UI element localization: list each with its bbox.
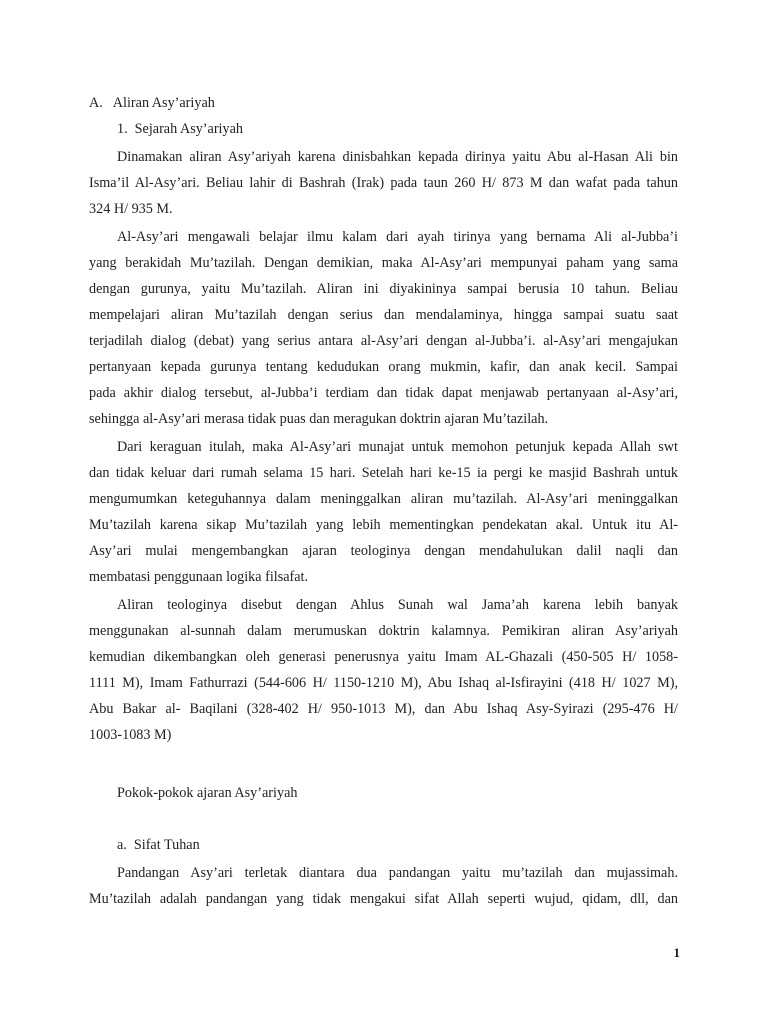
paragraph-line: sehingga al-Asy’ari merasa tidak puas dan meragukan doktrin ajaran Mu’tazilah.	[89, 411, 549, 427]
paragraph-line: 1111 M), Imam Fathurrazi (544-606 H/ 1150-1210 M), Abu Ishaq al-Isfirayini (418 H/ 1027 M),	[89, 675, 678, 691]
paragraph-line: Dinamakan aliran Asy’ariyah karena dinisbahkan kepada dirinya yaitu Abu al-Hasan Ali bin	[117, 149, 678, 165]
paragraph-line: Mu’tazilah adalah pandangan yang tidak mengakui sifat Allah seperti wujud, qidam, dll, dan	[89, 891, 678, 907]
paragraph-line: membatasi penggunaan logika filsafat.	[89, 569, 309, 585]
subheading-marker: a.	[117, 837, 127, 853]
subsection-marker: 1.	[117, 121, 128, 137]
paragraph-line: 1003-1083 M)	[89, 727, 172, 743]
paragraph-line: terjadilah dialog (debat) yang serius antara al-Asy’ari dengan al-Jubba’i. al-Asy’ari mengajukan	[89, 333, 678, 349]
paragraph-line: Pandangan Asy’ari terletak diantara dua pandangan yaitu mu’tazilah dan mujassimah.	[117, 865, 678, 881]
paragraph-line: Isma’il Al-Asy’ari. Beliau lahir di Bashrah (Irak) pada taun 260 H/ 873 M dan wafat pada tahun	[89, 175, 678, 191]
paragraph-line: dengan gurunya, yaitu Mu’tazilah. Aliran ini diyakininya sampai berusia 10 tahun. Beliau	[89, 281, 678, 297]
subheading-title: Sifat Tuhan	[133, 837, 200, 853]
paragraph-line: menggunakan al-sunnah dalam merumuskan doktrin kalamnya. Pemikiran aliran Asy’ariyah	[89, 623, 678, 639]
paragraph-line: pertanyaan kepada gurunya tentang kedudukan orang mukmin, kafir, dan anak kecil. Sampai	[89, 359, 678, 375]
page-number: 1	[673, 945, 680, 960]
paragraph-line: Aliran teologinya disebut dengan Ahlus Sunah wal Jama’ah karena lebih banyak	[117, 597, 678, 613]
paragraph-line: yang berakidah Mu’tazilah. Dengan demikian, maka Al-Asy’ari mempunyai paham yang sama	[89, 255, 678, 271]
section-title: Aliran Asy’ariyah	[112, 95, 215, 111]
section-heading	[89, 93, 215, 113]
paragraph-line: dan tidak keluar dari rumah selama 15 hari. Setelah hari ke-15 ia pergi ke masjid Bashrah untuk	[89, 465, 678, 481]
subheading-pokok: Pokok-pokok ajaran Asy’ariyah	[117, 785, 298, 801]
subheading-sifat-tuhan	[117, 835, 200, 855]
paragraph-line: kemudian dikembangkan oleh generasi penerusnya yaitu Imam AL-Ghazali (450-505 H/ 1058-	[89, 649, 678, 665]
section-marker: A.	[89, 95, 103, 111]
paragraph-line: pada akhir dialog tersebut, al-Jubba’i terdiam dan tidak dapat menjawab pertanyaan al-Asy’ari,	[89, 385, 678, 401]
subsection-heading	[117, 119, 243, 139]
paragraph-line: Abu Bakar al- Baqilani (328-402 H/ 950-1013 M), dan Abu Ishaq Asy-Syirazi (295-476 H/	[89, 701, 678, 717]
paragraph-line: mempelajari aliran Mu’tazilah dengan serius dan mendalaminya, hingga sampai suatu saat	[89, 307, 678, 323]
paragraph-line: mengumumkan keteguhannya dalam meninggalkan aliran mu’tazilah. Al-Asy’ari meninggalkan	[89, 491, 678, 507]
paragraph-line: Mu’tazilah karena sikap Mu’tazilah yang lebih mementingkan pendekatan akal. Untuk itu Al-	[89, 517, 678, 533]
paragraph-line: 324 H/ 935 M.	[89, 201, 173, 217]
paragraph-line: Al-Asy’ari mengawali belajar ilmu kalam dari ayah tirinya yang bernama Ali al-Jubba’i	[117, 229, 678, 245]
paragraph-line: Dari keraguan itulah, maka Al-Asy’ari munajat untuk memohon petunjuk kepada Allah swt	[117, 439, 678, 455]
subsection-title: Sejarah Asy’ariyah	[134, 121, 243, 137]
paragraph-line: Asy’ari mulai mengembangkan ajaran teologinya dengan mendahulukan dalil naqli dan	[89, 543, 678, 559]
